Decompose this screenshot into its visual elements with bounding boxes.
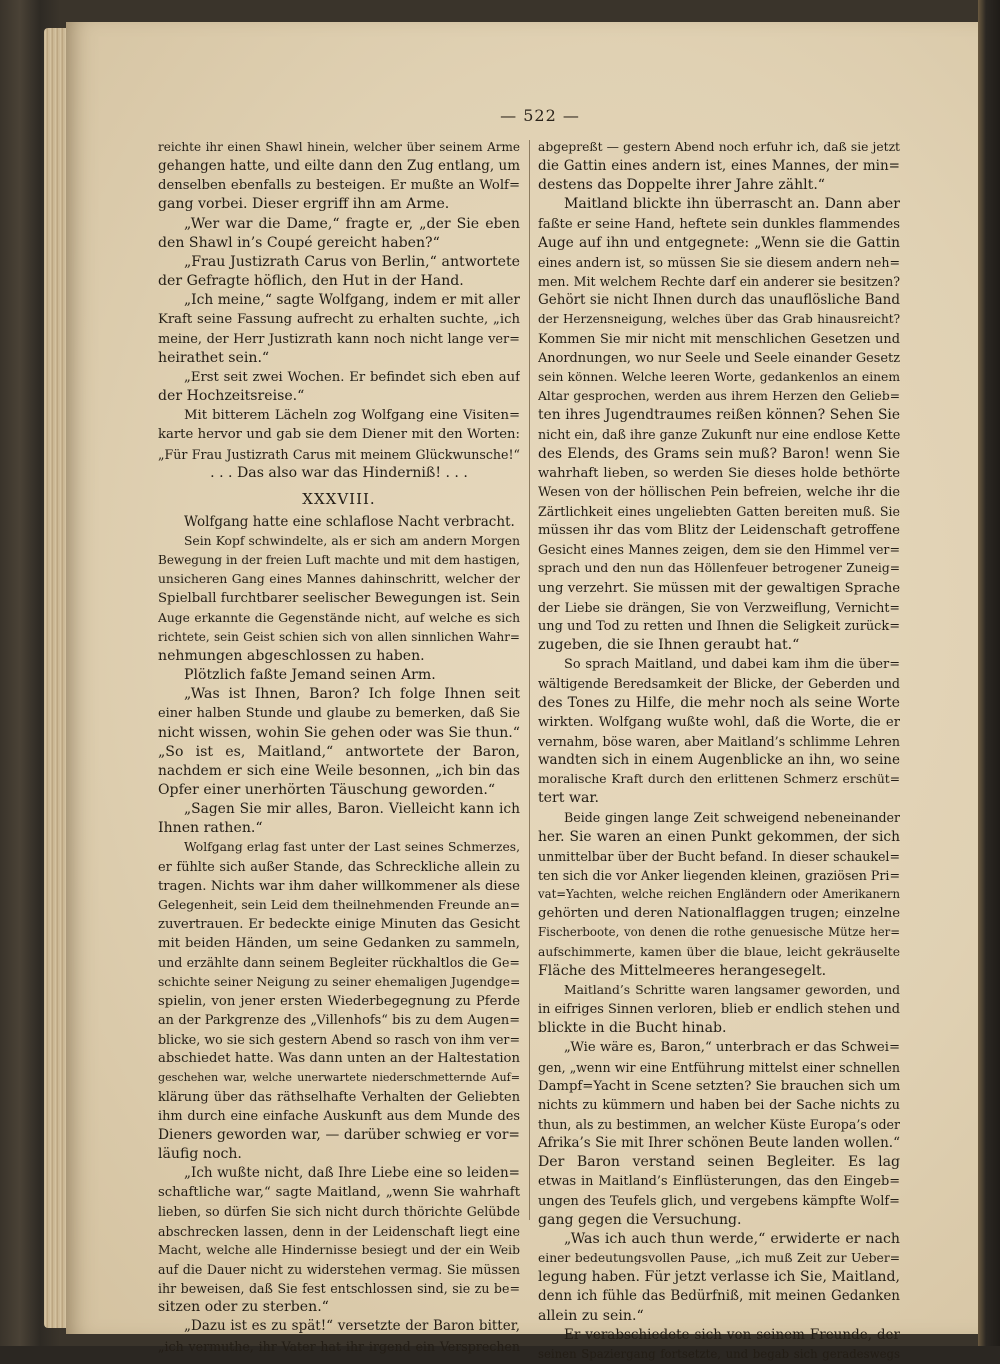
text-line: reichte ihr einen Shawl hinein, welcher über seinem Arme [158, 140, 520, 154]
text-line: . . . Das also war das Hinderniß! . . . [210, 464, 468, 481]
text-line: Ihnen rathen.“ [158, 820, 263, 837]
text-line: vernahm, böse waren, aber Maitland’s schlimme Lehren [538, 733, 900, 749]
text-line: ung und Tod zu retten und Ihnen die Seligkeit zurück= [538, 618, 900, 634]
text-line: wältigende Beredsamkeit der Blicke, der Geberden und [538, 676, 900, 692]
text-line: schichte seiner Neigung zu seiner ehemaligen Jugendge= [158, 974, 520, 989]
text-line: die Gattin eines andern ist, eines Mannes, der min= [538, 158, 900, 175]
text-line: Maitland’s Schritte waren langsamer geworden, und [564, 982, 900, 997]
text-line: nicht wissen, wohin Sie gehen oder was Sie thun.“ [158, 724, 520, 741]
text-line: „Wie wäre es, Baron,“ unterbrach er das Schwei= [564, 1040, 900, 1056]
text-line: karte hervor und gab sie dem Diener mit den Worten: [158, 427, 520, 443]
text-line: destens das Doppelte ihrer Jahre zählt.“ [538, 177, 826, 194]
text-line: Dampf=Yacht in Scene setzten? Sie brauchen sich um [538, 1078, 900, 1094]
text-line: Kommen Sie mir nicht mit menschlichen Gesetzen und [538, 331, 900, 347]
column-divider [529, 140, 530, 1220]
text-line: ihm durch eine einfache Auskunft aus dem Munde des [158, 1108, 520, 1124]
text-line: des Tones zu Hilfe, die mehr noch als seine Worte [538, 694, 900, 711]
text-line: tert war. [538, 790, 600, 807]
text-line: seinen Spaziergang fortsetzte, und begab sich geradeswegs [538, 1346, 900, 1361]
text-line: faßte er seine Hand, heftete sein dunkles flammendes [538, 216, 900, 232]
text-line: richtete, sein Geist schien sich von allen sinnlichen Wahr= [158, 629, 520, 644]
text-line: des Elends, des Grams sein muß? Baron! wenn Sie [538, 445, 900, 462]
text-line: moralische Kraft durch den erlittenen Schmerz erschüt= [538, 772, 900, 787]
text-line: Zärtlichkeit eines ungeliebten Gatten bereiten muß. Sie [538, 503, 900, 519]
left-text-column [158, 138, 520, 1356]
text-line: einer bedeutungsvollen Pause, „ich muß Zeit zur Ueber= [538, 1251, 900, 1266]
text-line: er fühlte sich außer Stande, das Schreckliche allein zu [158, 859, 520, 875]
text-line: den Shawl in’s Coupé gereicht haben?“ [158, 234, 440, 251]
text-line: Opfer einer unerhörten Täuschung geworden.“ [158, 782, 496, 798]
text-line: wirkten. Wolfgang wußte wohl, daß die Worte, die er [538, 714, 900, 730]
text-line: gen, „wenn wir eine Entführung mittelst einer schnellen [538, 1059, 900, 1075]
text-line: Auge auf ihn und entgegnete: „Wenn sie die Gattin [538, 234, 900, 251]
text-line: „Sagen Sie mir alles, Baron. Vielleicht kann ich [184, 801, 520, 818]
text-line: klärung über das räthselhafte Verhalten der Geliebten [158, 1089, 520, 1105]
text-line: eines andern ist, so müssen Sie sie diesem andern neh= [538, 254, 900, 270]
text-line: Wolfgang erlag fast unter der Last seines Schmerzes, [184, 840, 520, 855]
text-line: wahrhaft lieben, so werden Sie dieses holde bethörte [538, 465, 900, 481]
page-number: — 522 — [500, 106, 580, 125]
text-line: Plötzlich faßte Jemand seinen Arm. [184, 667, 436, 684]
text-line: abgepreßt — gestern Abend noch erfuhr ich, daß sie jetzt [538, 140, 900, 154]
text-line: spielin, von jener ersten Wiederbegegnung zu Pferde [158, 993, 520, 1009]
right-text-column [538, 138, 900, 1364]
text-line: ten ihres Jugendtraumes reißen können? Sehen Sie [538, 407, 900, 424]
text-line: der Liebe sie drängen, Sie von Verzweiflung, Vernicht= [538, 599, 900, 615]
text-line: ihr beweisen, daß Sie fest entschlossen sind, sie zu be= [158, 1281, 520, 1297]
text-line: „Was ich auch thun werde,“ erwiderte er nach [564, 1230, 900, 1247]
text-line: nehmungen abgeschlossen zu haben. [158, 647, 425, 664]
text-line: Mit bitterem Lächeln zog Wolfgang eine Visiten= [184, 408, 520, 424]
text-line: Wesen von der höllischen Pein befreien, welche ihr die [538, 484, 900, 500]
text-line: Fläche des Mittelmeeres herangesegelt. [538, 962, 827, 979]
text-line: unmittelbar über der Bucht befand. In dieser schaukel= [538, 848, 900, 864]
text-line: blicke, wo sie sich gestern Abend so rasch von ihm ver= [158, 1032, 520, 1048]
text-line: gang vorbei. Dieser ergriff ihn am Arme. [158, 196, 450, 213]
text-line: in eifriges Sinnen verloren, blieb er endlich stehen und [538, 1002, 900, 1018]
text-line: Sein Kopf schwindelte, als er sich am andern Morgen [184, 533, 520, 548]
text-line: wandten sich in einem Augenblicke an ihn, wo seine [538, 752, 900, 768]
text-line: „ich vermuthe, ihr Vater hat ihr irgend ein Versprechen [158, 1338, 520, 1354]
text-line: schaftliche war,“ sagte Maitland, „wenn Sie wahrhaft [158, 1185, 520, 1201]
text-line: Gesicht eines Mannes zeigen, dem sie den Himmel ver= [538, 542, 900, 558]
text-line: etwas in Maitland’s Einflüsterungen, das den Eingeb= [538, 1174, 900, 1190]
text-line: einer halben Stunde und glaube zu bemerken, daß Sie [158, 706, 520, 722]
text-line: sitzen oder zu sterben.“ [158, 1299, 329, 1316]
text-line: Der Baron verstand seinen Begleiter. Es lag [538, 1154, 900, 1171]
text-line: Wolfgang hatte eine schlaflose Nacht verbracht. [184, 513, 515, 530]
text-line: „Dazu ist es zu spät!“ versetzte der Baron bitter, [184, 1318, 520, 1335]
text-line: lieben, so dürfen Sie sich nicht durch thörichte Gelübde [158, 1204, 520, 1220]
text-line: „Frau Justizrath Carus von Berlin,“ antwortete [184, 253, 520, 270]
text-line: gehangen hatte, und eilte dann den Zug entlang, um [158, 158, 520, 175]
text-line: Gelegenheit, sein Leid dem theilnehmenden Freunde an= [158, 897, 520, 912]
text-line: Dieners geworden war, — darüber schwieg er vor= [158, 1126, 520, 1143]
text-line: ung verzehrt. Sie müssen mit der gewaltigen Sprache [538, 580, 900, 596]
text-line: Bewegung in der freien Luft machte und mit dem hastigen, [158, 553, 520, 568]
text-line: legung haben. Für jetzt verlasse ich Sie, Maitland, [538, 1269, 900, 1286]
text-line: „Erst seit zwei Wochen. Er befindet sich eben auf [184, 369, 520, 385]
text-line: vat=Yachten, welche reichen Engländern oder Amerikanern [538, 887, 900, 902]
text-line: müssen ihr das vom Blitz der Leidenschaft getroffene [538, 523, 900, 539]
text-line: „So ist es, Maitland,“ antwortete der Baron, [158, 743, 520, 760]
text-line: Fischerboote, von denen die rothe genuesische Mütze her= [538, 925, 900, 940]
text-line: Beide gingen lange Zeit schweigend nebeneinander [564, 810, 900, 826]
text-line: thun, als zu bestimmen, an welcher Küste Europa’s oder [538, 1116, 900, 1132]
text-line: Auge erkannte die Gegenstände nicht, auf welche es sich [158, 610, 520, 625]
text-line: Macht, welche alle Hindernisse besiegt und der ein Weib [158, 1242, 520, 1257]
text-line: der Hochzeitsreise.“ [158, 388, 305, 405]
text-line: ten sich die vor Anker liegenden kleinen, graziösen Pri= [538, 867, 900, 883]
text-line: denselben ebenfalls zu besteigen. Er mußte an Wolf= [158, 178, 520, 194]
text-line: ungen des Teufels glich, und vergebens kämpfte Wolf= [538, 1193, 900, 1209]
text-line: „Für Frau Justizrath Carus mit meinem Glückwunsche!“ [158, 446, 520, 462]
text-line: heirathet sein.“ [158, 349, 270, 366]
text-line: Anordnungen, wo nur Seele und Seele einander Gesetz [538, 350, 900, 366]
text-line: „Ich wußte nicht, daß Ihre Liebe eine so leiden= [184, 1165, 520, 1182]
text-line: zuvertrauen. Er bedeckte einige Minuten das Gesicht [158, 917, 520, 933]
text-line: sprach und den nun das Höllenfeuer betrogener Zuneig= [538, 561, 900, 576]
text-line: „Ich meine,“ sagte Wolfgang, indem er mit aller [184, 292, 520, 309]
text-line: Kraft seine Fassung aufrecht zu erhalten suchte, „ich [158, 312, 520, 328]
text-line: gang gegen die Versuchung. [538, 1211, 742, 1228]
text-line: Maitland blickte ihn überrascht an. Dann aber [564, 196, 900, 213]
text-line: gehörten und deren Nationalflaggen trugen; einzelne [538, 906, 900, 922]
text-line: aufschimmerte, kamen über die blaue, leicht gekräuselte [538, 944, 900, 959]
text-line: abschrecken lassen, denn in der Leidenschaft liegt eine [158, 1223, 520, 1239]
text-line: meine, der Herr Justizrath kann noch nicht lange ver= [158, 331, 520, 347]
text-line: zugeben, die sie Ihnen geraubt hat.“ [538, 637, 800, 654]
text-line: So sprach Maitland, und dabei kam ihm die über= [564, 657, 900, 673]
chapter-heading: XXXVIII. [302, 489, 376, 508]
text-line: Spielball furchtbarer seelischer Bewegungen ist. Sein [158, 591, 520, 607]
text-line: auf die Dauer nicht zu widerstehen vermag. Sie müssen [158, 1261, 520, 1277]
text-line: abschiedet hatte. Was dann unten an der Haltestation [158, 1051, 520, 1067]
text-line: Altar gesprochen, werden aus ihrem Herzen den Gelieb= [538, 389, 900, 404]
text-line: mit beiden Händen, um seine Gedanken zu sammeln, [158, 936, 520, 952]
text-line: nicht ein, daß ihre ganze Zukunft nur eine endlose Kette [538, 427, 900, 443]
text-line: läufig noch. [158, 1145, 242, 1162]
text-line: an der Parkgrenze des „Villenhofs“ bis zu dem Augen= [158, 1012, 520, 1028]
text-line: nichts zu kümmern und haben bei der Sache nichts zu [538, 1097, 900, 1113]
text-line: blickte in die Bucht hinab. [538, 1020, 727, 1037]
text-line: „Was ist Ihnen, Baron? Ich folge Ihnen seit [184, 686, 520, 703]
text-line: und erzählte dann seinem Begleiter rückhaltlos die Ge= [158, 955, 520, 971]
text-line: unsicheren Gang eines Mannes dahinschritt, welcher der [158, 572, 520, 587]
text-line: „Wer war die Dame,“ fragte er, „der Sie eben [184, 215, 520, 232]
text-line: nachdem er sich eine Weile besonnen, „ich bin das [158, 762, 520, 779]
text-line: allein zu sein.“ [538, 1307, 644, 1324]
text-line: der Gefragte höflich, den Hut in der Hand. [158, 273, 464, 290]
text-line: tragen. Nichts war ihm daher willkommener als diese [158, 878, 520, 894]
text-line: Gehört sie nicht Ihnen durch das unauflösliche Band [538, 292, 900, 309]
text-line: denn ich fühle das Bedürfniß, mit meinen Gedanken [538, 1288, 900, 1305]
text-line: der Herzensneigung, welches über das Grab hinausreicht? [538, 312, 900, 327]
text-line: sein können. Welche leeren Worte, gedankenlos an einem [538, 369, 900, 384]
text-line: Er verabschiedete sich von seinem Freunde, der [564, 1326, 900, 1343]
text-line: Afrika’s Sie mit Ihrer schönen Beute landen wollen.“ [538, 1135, 900, 1152]
text-line: her. Sie waren an einen Punkt gekommen, der sich [538, 828, 900, 845]
book-binding-edge [978, 0, 1000, 1346]
text-line: geschehen war, welche unerwartete niederschmetternde Auf= [158, 1071, 520, 1085]
text-line: men. Mit welchem Rechte darf ein anderer sie besitzen? [538, 274, 900, 290]
